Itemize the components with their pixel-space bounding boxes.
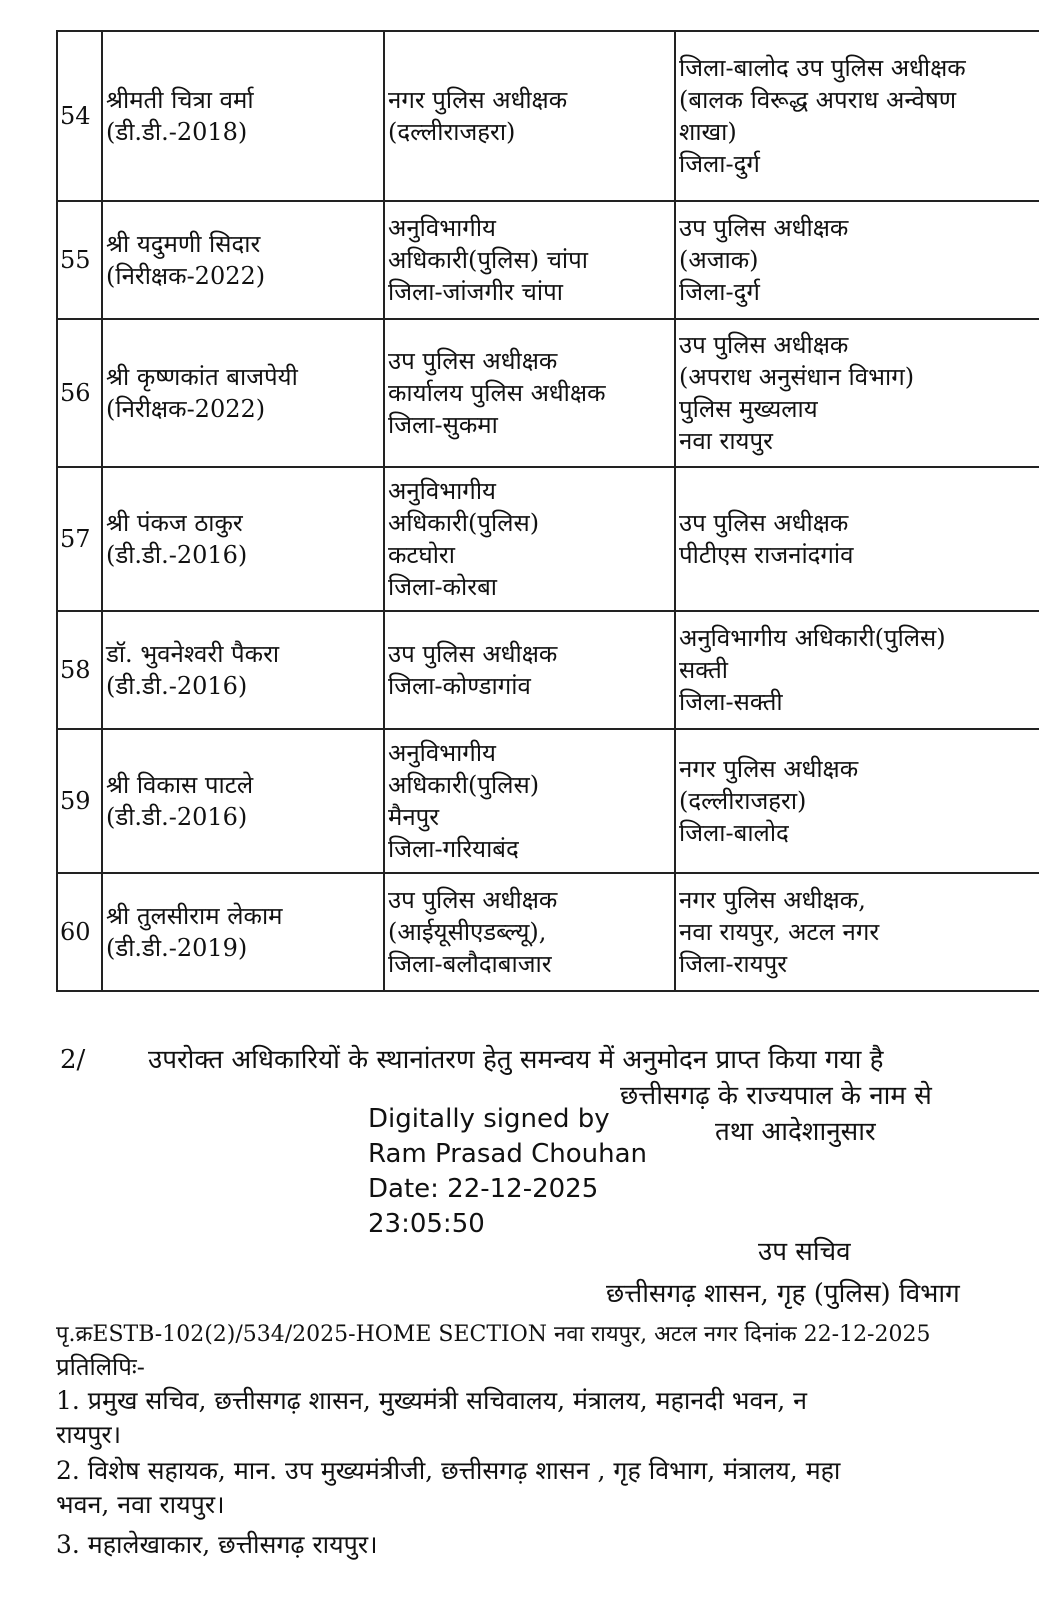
officer-name-cell (102, 201, 384, 319)
copy-item-1-line-1: 1. प्रमुख सचिव, छत्तीसगढ़ शासन, मुख्यमंत्री सचिवालय, मंत्रालय, महानदी भवन, न (56, 1386, 808, 1415)
new-posting-line: नवा रायपुर, अटल नगर (679, 918, 880, 946)
new-posting-cell (675, 319, 1039, 467)
department: छत्तीसगढ़ शासन, गृह (पुलिस) विभाग (606, 1279, 960, 1309)
current-posting-line: अनुविभागीय (388, 739, 496, 767)
new-posting-line: जिला-दुर्ग (679, 150, 760, 178)
current-posting-cell (384, 319, 675, 467)
table-row (57, 31, 1039, 201)
current-posting-line: नगर पुलिस अधीक्षक (388, 86, 568, 114)
table-row (57, 319, 1039, 467)
copy-item-3 (56, 1528, 378, 1562)
copy-item-2-line-1: 2. विशेष सहायक, मान. उप मुख्यमंत्रीजी, छत्तीसगढ़ शासन , गृह विभाग, मंत्रालय, महा (56, 1456, 841, 1485)
table-row (57, 611, 1039, 729)
new-posting-line: जिला-सक्ती (679, 688, 783, 716)
current-posting-line: कार्यालय पुलिस अधीक्षक (388, 379, 606, 407)
officer-name-line: (डी.डी.-2016) (106, 541, 248, 569)
new-posting-cell (675, 729, 1039, 873)
current-posting-line: उप पुलिस अधीक्षक (388, 886, 558, 914)
serial-number-cell: 56 (57, 319, 102, 467)
officer-name-line: (डी.डी.-2018) (106, 118, 248, 146)
current-posting-line: उप पुलिस अधीक्षक (388, 347, 558, 375)
officer-name-cell (102, 31, 384, 201)
current-posting-cell (384, 873, 675, 991)
officer-name-line: (निरीक्षक-2022) (106, 395, 266, 423)
new-posting-cell (675, 611, 1039, 729)
table-row (57, 873, 1039, 991)
signature-line-4: 23:05:50 (368, 1209, 485, 1239)
current-posting-cell (384, 201, 675, 319)
designation: उप सचिव (758, 1237, 851, 1267)
table-row (57, 467, 1039, 611)
table-row (57, 729, 1039, 873)
officer-name-line: डॉ. भुवनेश्वरी पैकरा (106, 640, 280, 668)
serial-number-cell: 59 (57, 729, 102, 873)
reference-number: पृ.क्रESTB-102(2)/534/2025-HOME SECTION नवा रायपुर, अटल नगर दिनांक 22-12-2025 (56, 1322, 931, 1347)
new-posting-line: पुलिस मुख्यलाय (679, 395, 818, 423)
current-posting-line: उप पुलिस अधीक्षक (388, 640, 558, 668)
officer-name-line: (निरीक्षक-2022) (106, 262, 266, 290)
new-posting-line: (दल्लीराजहरा) (679, 787, 807, 815)
serial-number-cell: 58 (57, 611, 102, 729)
copy-item-2-line-2: भवन, नवा रायपुर। (56, 1490, 225, 1519)
officer-name-cell (102, 319, 384, 467)
new-posting-line: जिला-दुर्ग (679, 278, 760, 306)
officer-name-line: श्री यदुमणी सिदार (106, 230, 261, 258)
signature-line-3: Date: 22-12-2025 (368, 1174, 599, 1204)
current-posting-cell (384, 611, 675, 729)
current-posting-line: अधिकारी(पुलिस) (388, 509, 540, 537)
serial-number-cell: 55 (57, 201, 102, 319)
current-posting-line: जिला-जांजगीर चांपा (388, 278, 563, 306)
officer-name-cell (102, 729, 384, 873)
new-posting-line: शाखा) (679, 118, 737, 146)
new-posting-line: सक्ती (679, 656, 728, 684)
current-posting-line: जिला-सुकमा (388, 411, 498, 439)
current-posting-line: जिला-बलौदाबाजार (388, 950, 552, 978)
signature-line-2: Ram Prasad Chouhan (368, 1139, 648, 1169)
officer-name-line: श्री विकास पाटले (106, 771, 254, 799)
current-posting-cell (384, 31, 675, 201)
new-posting-line: जिला-रायपुर (679, 950, 788, 978)
copy-item-1-line-2: रायपुर। (56, 1420, 122, 1449)
new-posting-cell (675, 31, 1039, 201)
officer-name-cell (102, 467, 384, 611)
officer-name-line: (डी.डी.-2016) (106, 672, 248, 700)
transfer-table-body (57, 31, 1039, 991)
officer-name-line: श्री पंकज ठाकुर (106, 509, 243, 537)
new-posting-line: (अपराध अनुसंधान विभाग) (679, 363, 915, 391)
new-posting-line: उप पुलिस अधीक्षक (679, 331, 849, 359)
current-posting-line: अनुविभागीय (388, 477, 496, 505)
current-posting-cell (384, 729, 675, 873)
current-posting-line: मैनपुर (388, 803, 440, 831)
copy-item-3-line-1: 3. महालेखाकार, छत्तीसगढ़ रायपुर। (56, 1530, 378, 1559)
paragraph-text: उपरोक्त अधिकारियों के स्थानांतरण हेतु समन्वय में अनुमोदन प्राप्त किया गया है (148, 1045, 884, 1075)
order-line-2: तथा आदेशानुसार (715, 1117, 876, 1147)
serial-number-cell: 57 (57, 467, 102, 611)
new-posting-line: पीटीएस राजनांदगांव (679, 541, 854, 569)
current-posting-line: अधिकारी(पुलिस) चांपा (388, 246, 588, 274)
officer-name-line: श्री तुलसीराम लेकाम (106, 902, 283, 930)
order-line-1: छत्तीसगढ़ के राज्यपाल के नाम से (620, 1081, 932, 1111)
serial-number-cell: 60 (57, 873, 102, 991)
copies-label: प्रतिलिपिः- (56, 1353, 145, 1381)
current-posting-line: (दल्लीराजहरा) (388, 118, 516, 146)
copy-item-1 (56, 1384, 807, 1452)
new-posting-line: अनुविभागीय अधिकारी(पुलिस) (679, 624, 946, 652)
current-posting-line: (आईयूसीएडब्ल्यू), (388, 918, 547, 946)
current-posting-line: कटघोरा (388, 541, 455, 569)
current-posting-line: अनुविभागीय (388, 214, 496, 242)
paragraph-2 (60, 1040, 883, 1076)
new-posting-line: जिला-बालोद (679, 819, 789, 847)
paragraph-number: 2/ (60, 1045, 86, 1075)
transfer-table (56, 30, 1039, 992)
new-posting-line: (अजाक) (679, 246, 759, 274)
current-posting-line: जिला-कोण्डागांव (388, 672, 531, 700)
new-posting-line: नगर पुलिस अधीक्षक (679, 755, 859, 783)
signature-line-1: Digitally signed by (368, 1104, 610, 1134)
table-row (57, 201, 1039, 319)
current-posting-cell (384, 467, 675, 611)
officer-name-line: श्री कृष्णकांत बाजपेयी (106, 363, 298, 391)
officer-name-cell (102, 873, 384, 991)
officer-name-line: (डी.डी.-2016) (106, 803, 248, 831)
new-posting-line: उप पुलिस अधीक्षक (679, 214, 849, 242)
new-posting-cell (675, 873, 1039, 991)
new-posting-cell (675, 201, 1039, 319)
new-posting-line: नगर पुलिस अधीक्षक, (679, 886, 866, 914)
new-posting-line: (बालक विरूद्ध अपराध अन्वेषण (679, 86, 957, 114)
digital-signature (368, 1102, 647, 1242)
current-posting-line: अधिकारी(पुलिस) (388, 771, 540, 799)
order-authority (620, 1078, 932, 1150)
new-posting-line: उप पुलिस अधीक्षक (679, 509, 849, 537)
new-posting-line: जिला-बालोद उप पुलिस अधीक्षक (679, 54, 966, 82)
officer-name-line: (डी.डी.-2019) (106, 934, 248, 962)
new-posting-line: नवा रायपुर (679, 427, 773, 455)
officer-name-line: श्रीमती चित्रा वर्मा (106, 86, 254, 114)
serial-number-cell: 54 (57, 31, 102, 201)
copy-item-2 (56, 1454, 840, 1522)
officer-name-cell (102, 611, 384, 729)
current-posting-line: जिला-गरियाबंद (388, 835, 519, 863)
current-posting-line: जिला-कोरबा (388, 573, 498, 601)
new-posting-cell (675, 467, 1039, 611)
